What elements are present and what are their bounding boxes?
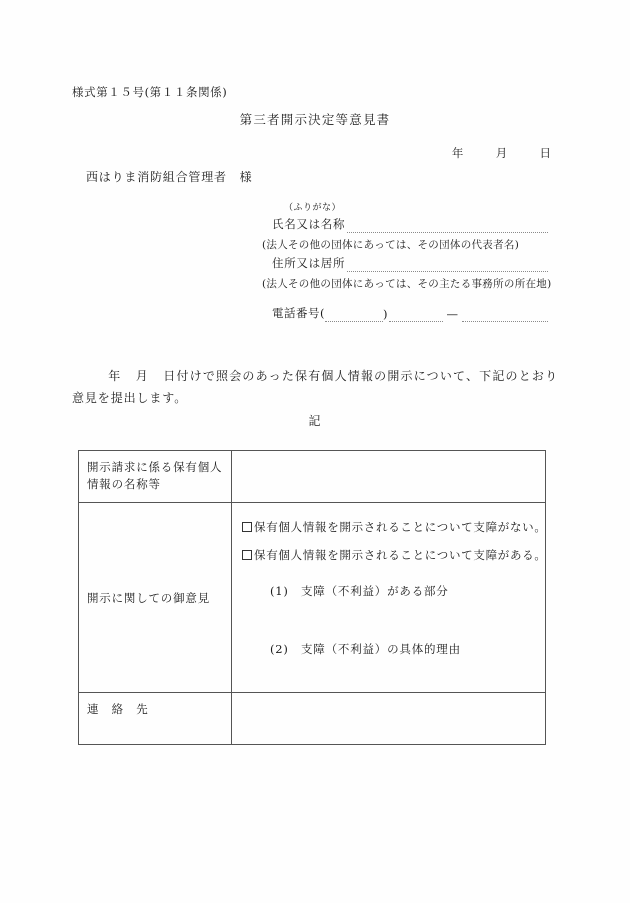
subject-value-cell[interactable] [232,451,546,503]
contact-label-cell: 連 絡 先 [79,693,232,745]
table-row-opinion [79,503,546,693]
option-label: 保有個人情報を開示されることについて支障がある。 [254,548,547,562]
sub-item-specific-reason: (2) 支障（不利益）の具体的理由 [270,642,461,656]
telephone-paren-close: ) [383,307,388,321]
addressee: 西はりま消防組合管理者 様 [86,170,253,184]
checkbox-option-has-objection[interactable] [242,547,547,563]
table-row-contact [79,693,546,745]
document-title: 第三者開示決定等意見書 [239,112,391,127]
name-label: 氏名又は名称 [272,217,346,231]
date-month-label: 月 [495,146,509,160]
checkbox-icon[interactable] [242,550,252,560]
form-number: 様式第１５号(第１１条関係) [72,85,228,99]
ki-marker: 記 [308,414,322,428]
date-year-label: 年 [451,146,465,160]
address-note: (法人その他の団体にあっては、その主たる事務所の所在地) [262,278,552,290]
checkbox-option-no-objection[interactable] [242,519,547,535]
date-line [452,145,552,161]
telephone-dash: — [446,307,458,321]
body-paragraph [72,365,558,409]
option-label: 保有個人情報を開示されることについて支障がない。 [254,520,547,534]
telephone-number-input[interactable] [462,309,548,322]
applicant-block [262,200,552,322]
telephone-field-row [262,305,548,322]
checkbox-icon[interactable] [242,522,252,532]
opinion-form-table [78,450,546,745]
telephone-exchange-input[interactable] [389,309,443,322]
body-statement: 日付けで照会のあった保有個人情報の開示について、下記のとおり意見を提出します。 [72,369,559,406]
address-label: 住所又は居所 [272,256,346,270]
telephone-area-input[interactable] [325,309,383,322]
name-input-line[interactable] [347,220,548,233]
furigana-label: （ふりがな） [284,203,342,213]
sub-item-affected-part: (1) 支障（不利益）がある部分 [270,584,449,598]
subject-label-cell: 開示請求に係る保有個人情報の名称等 [79,451,232,503]
contact-value-cell[interactable] [232,693,546,745]
telephone-label: 電話番号( [272,306,325,320]
address-input-line[interactable] [347,259,548,272]
name-field-row [262,216,548,233]
opinion-value-cell[interactable] [232,503,546,693]
opinion-label-cell: 開示に関しての御意見 [79,503,232,693]
body-month-label: 月 [135,369,149,383]
address-field-row [262,255,548,272]
name-note: (法人その他の団体にあっては、その団体の代表者名) [262,239,520,251]
table-row-subject [79,451,546,503]
body-year-label: 年 [108,369,122,383]
date-day-label: 日 [539,146,552,160]
